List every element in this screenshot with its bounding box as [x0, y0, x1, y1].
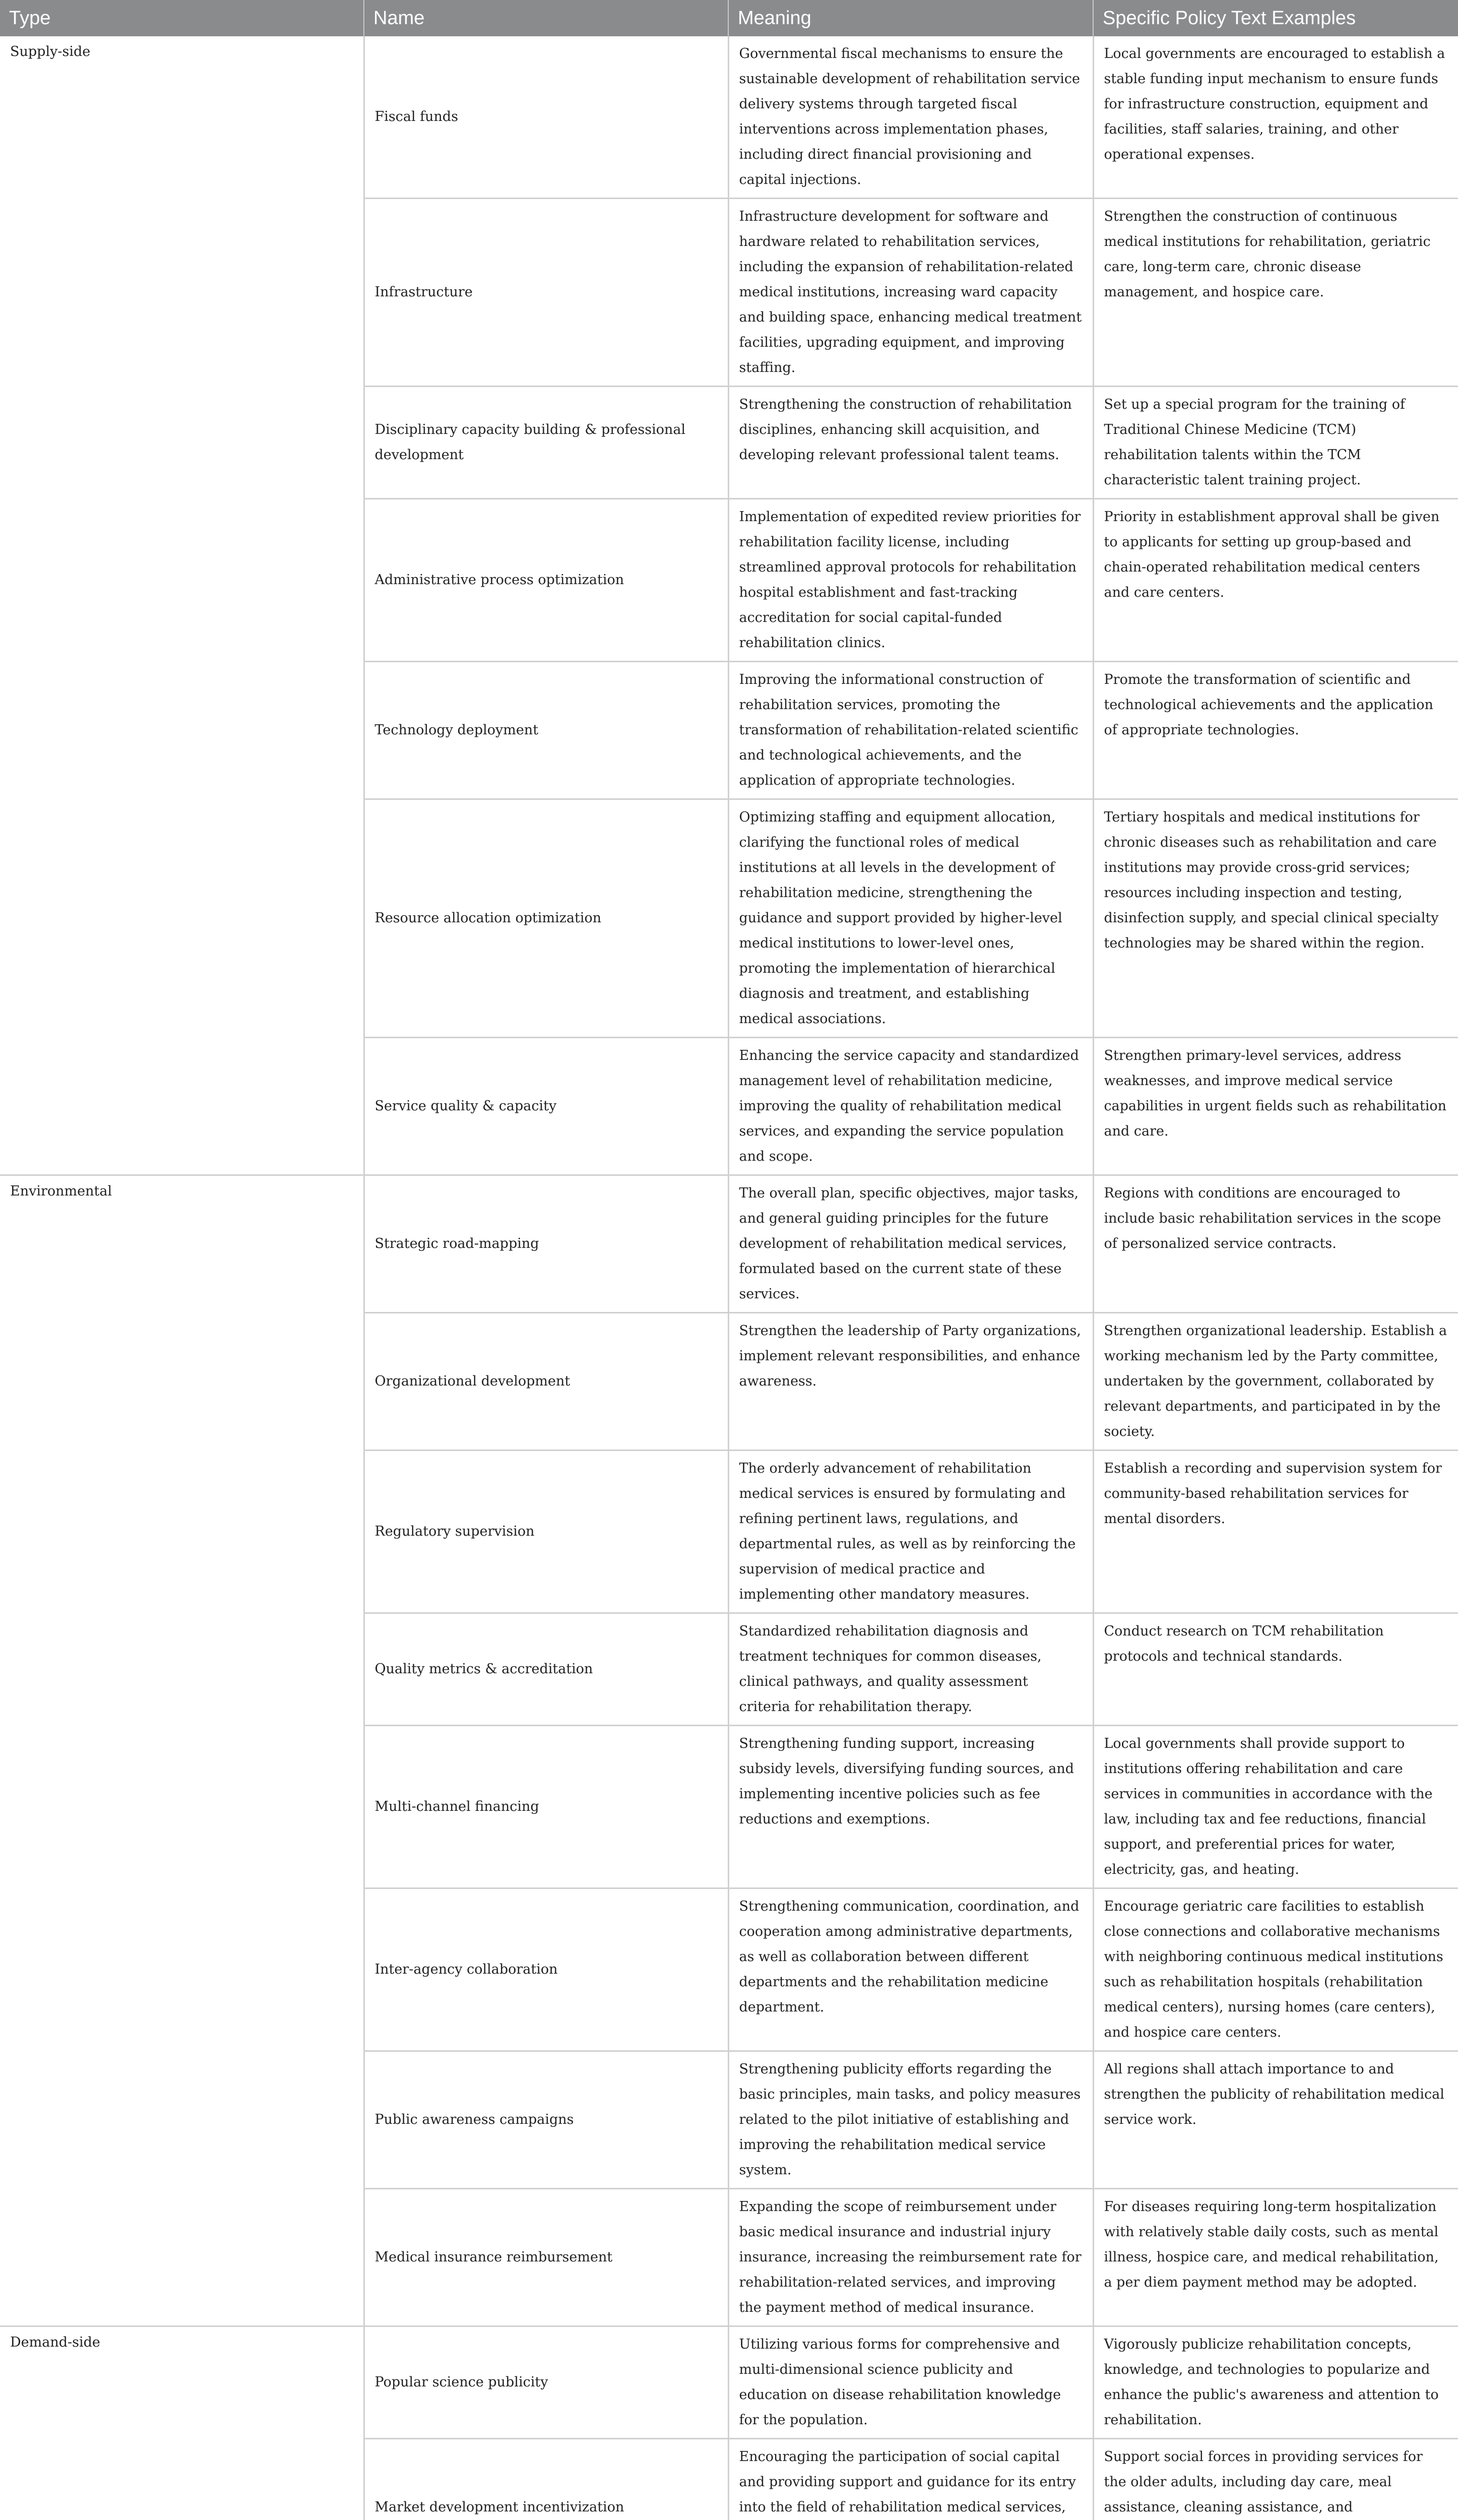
- example-cell: Promote the transformation of scientific and technological achievements and the application of appropriate technologies.: [1093, 662, 1458, 799]
- meaning-cell: The orderly advancement of rehabilitation medical services is ensured by formulating and refining pertinent laws, regulations, and departmental rules, as well as by reinforcing the supervision of medical practice and implementing other mandatory measures.: [728, 1451, 1093, 1613]
- type-cell: [0, 36, 364, 1175]
- name-cell: Technology deployment: [364, 662, 728, 799]
- example-cell: For diseases requiring long-term hospitalization with relatively stable daily costs, such as mental illness, hospice care, and medical rehabilitation, a per diem payment method may be adopted.: [1093, 2189, 1458, 2326]
- table-body: [0, 36, 1458, 2520]
- meaning-cell: Encouraging the participation of social capital and providing support and guidance for its entry into the field of rehabilitation medical services,: [728, 2439, 1093, 2520]
- name-cell: Inter-agency collaboration: [364, 1888, 728, 2051]
- example-cell: Establish a recording and supervision system for community-based rehabilitation services for mental disorders.: [1093, 1451, 1458, 1613]
- header-type: Type: [0, 0, 364, 36]
- type-cell: [0, 2326, 364, 2520]
- example-cell: Vigorously publicize rehabilitation concepts, knowledge, and technologies to popularize and enhance the public's awareness and attention to rehabilitation.: [1093, 2326, 1458, 2439]
- header-meaning: Meaning: [728, 0, 1093, 36]
- type-cell: [0, 1175, 364, 2326]
- type-label: Demand-side: [10, 2330, 353, 2355]
- name-cell: Multi-channel financing: [364, 1726, 728, 1888]
- example-cell: Local governments shall provide support to institutions offering rehabilitation and care services in communities in accordance with the law, including tax and fee reductions, financial support, and preferential prices for water, electricity, gas, and heating.: [1093, 1726, 1458, 1888]
- meaning-cell: Governmental fiscal mechanisms to ensure the sustainable development of rehabilitation service delivery systems through targeted fiscal interventions across implementation phases, including direct financial provisioning and capital injections.: [728, 36, 1093, 199]
- name-cell: Administrative process optimization: [364, 499, 728, 662]
- name-cell: Service quality & capacity: [364, 1038, 728, 1175]
- header-name: Name: [364, 0, 728, 36]
- meaning-cell: Strengthening funding support, increasing subsidy levels, diversifying funding sources, and implementing incentive policies such as fee reductions and exemptions.: [728, 1726, 1093, 1888]
- meaning-cell: Improving the informational construction of rehabilitation services, promoting the transformation of rehabilitation-related scientific and technological achievements, and the application of appropriate technologies.: [728, 662, 1093, 799]
- name-cell: Strategic road-mapping: [364, 1175, 728, 1313]
- table-row: [0, 36, 1458, 199]
- meaning-cell: Implementation of expedited review priorities for rehabilitation facility license, including streamlined approval protocols for rehabilitation hospital establishment and fast-tracking accreditation for social capital-funded rehabilitation clinics.: [728, 499, 1093, 662]
- example-cell: Tertiary hospitals and medical institutions for chronic diseases such as rehabilitation and care institutions may provide cross-grid services; resources including inspection and testing, disinfection supply, and special clinical specialty technologies may be shared within the region.: [1093, 799, 1458, 1038]
- header-row: [0, 0, 1458, 36]
- meaning-cell: Expanding the scope of reimbursement under basic medical insurance and industrial injury insurance, increasing the reimbursement rate for rehabilitation-related services, and improving the payment method of medical insurance.: [728, 2189, 1093, 2326]
- example-cell: Conduct research on TCM rehabilitation protocols and technical standards.: [1093, 1613, 1458, 1726]
- table-row: [0, 2326, 1458, 2439]
- example-cell: Local governments are encouraged to establish a stable funding input mechanism to ensure funds for infrastructure construction, equipment and facilities, staff salaries, training, and other operational expenses.: [1093, 36, 1458, 199]
- name-cell: Fiscal funds: [364, 36, 728, 199]
- name-cell: Public awareness campaigns: [364, 2051, 728, 2189]
- meaning-cell: Strengthen the leadership of Party organizations, implement relevant responsibilities, and enhance awareness.: [728, 1313, 1093, 1451]
- meaning-cell: The overall plan, specific objectives, major tasks, and general guiding principles for the future development of rehabilitation medical services, formulated based on the current state of these services.: [728, 1175, 1093, 1313]
- example-cell: All regions shall attach importance to and strengthen the publicity of rehabilitation medical service work.: [1093, 2051, 1458, 2189]
- example-cell: Encourage geriatric care facilities to establish close connections and collaborative mechanisms with neighboring continuous medical institutions such as rehabilitation hospitals (rehabilitation medical centers), nursing homes (care centers), and hospice care centers.: [1093, 1888, 1458, 2051]
- table-header: [0, 0, 1458, 36]
- meaning-cell: Utilizing various forms for comprehensive and multi-dimensional science publicity and education on disease rehabilitation knowledge for the population.: [728, 2326, 1093, 2439]
- example-cell: Priority in establishment approval shall be given to applicants for setting up group-based and chain-operated rehabilitation medical centers and care centers.: [1093, 499, 1458, 662]
- name-cell: Resource allocation optimization: [364, 799, 728, 1038]
- example-cell: Regions with conditions are encouraged to include basic rehabilitation services in the scope of personalized service contracts.: [1093, 1175, 1458, 1313]
- meaning-cell: Strengthening the construction of rehabilitation disciplines, enhancing skill acquisition, and developing relevant professional talent teams.: [728, 387, 1093, 499]
- example-cell: Strengthen organizational leadership. Establish a working mechanism led by the Party committee, undertaken by the government, collaborated by relevant departments, and participated in by the society.: [1093, 1313, 1458, 1451]
- name-cell: Disciplinary capacity building & professional development: [364, 387, 728, 499]
- name-cell: Medical insurance reimbursement: [364, 2189, 728, 2326]
- meaning-cell: Infrastructure development for software and hardware related to rehabilitation services, including the expansion of rehabilitation-related medical institutions, increasing ward capacity and building space, enhancing medical treatment facilities, upgrading equipment, and improving staffing.: [728, 199, 1093, 387]
- example-cell: Support social forces in providing services for the older adults, including day care, meal assistance, cleaning assistance, and: [1093, 2439, 1458, 2520]
- meaning-cell: Strengthening publicity efforts regarding the basic principles, main tasks, and policy measures related to the pilot initiative of establishing and improving the rehabilitation medical service system.: [728, 2051, 1093, 2189]
- name-cell: Infrastructure: [364, 199, 728, 387]
- name-cell: Regulatory supervision: [364, 1451, 728, 1613]
- name-cell: Market development incentivization: [364, 2439, 728, 2520]
- name-cell: Organizational development: [364, 1313, 728, 1451]
- name-cell: Popular science publicity: [364, 2326, 728, 2439]
- meaning-cell: Standardized rehabilitation diagnosis and treatment techniques for common diseases, clinical pathways, and quality assessment criteria for rehabilitation therapy.: [728, 1613, 1093, 1726]
- meaning-cell: Enhancing the service capacity and standardized management level of rehabilitation medicine, improving the quality of rehabilitation medical services, and expanding the service population and scope.: [728, 1038, 1093, 1175]
- header-examples: Specific Policy Text Examples: [1093, 0, 1458, 36]
- meaning-cell: Optimizing staffing and equipment allocation, clarifying the functional roles of medical institutions at all levels in the development of rehabilitation medicine, strengthening the guidance and support provided by higher-level medical institutions to lower-level ones, promoting the implementation of hierarchical diagnosis and treatment, and establishing medical associations.: [728, 799, 1093, 1038]
- name-cell: Quality metrics & accreditation: [364, 1613, 728, 1726]
- type-label: Supply-side: [10, 39, 353, 65]
- type-label: Environmental: [10, 1179, 353, 1204]
- example-cell: Strengthen the construction of continuous medical institutions for rehabilitation, geriatric care, long-term care, chronic disease management, and hospice care.: [1093, 199, 1458, 387]
- table-row: [0, 1175, 1458, 1313]
- example-cell: Set up a special program for the training of Traditional Chinese Medicine (TCM) rehabilitation talents within the TCM characteristic talent training project.: [1093, 387, 1458, 499]
- meaning-cell: Strengthening communication, coordination, and cooperation among administrative departments, as well as collaboration between different departments and the rehabilitation medicine department.: [728, 1888, 1093, 2051]
- example-cell: Strengthen primary-level services, address weaknesses, and improve medical service capabilities in urgent fields such as rehabilitation and care.: [1093, 1038, 1458, 1175]
